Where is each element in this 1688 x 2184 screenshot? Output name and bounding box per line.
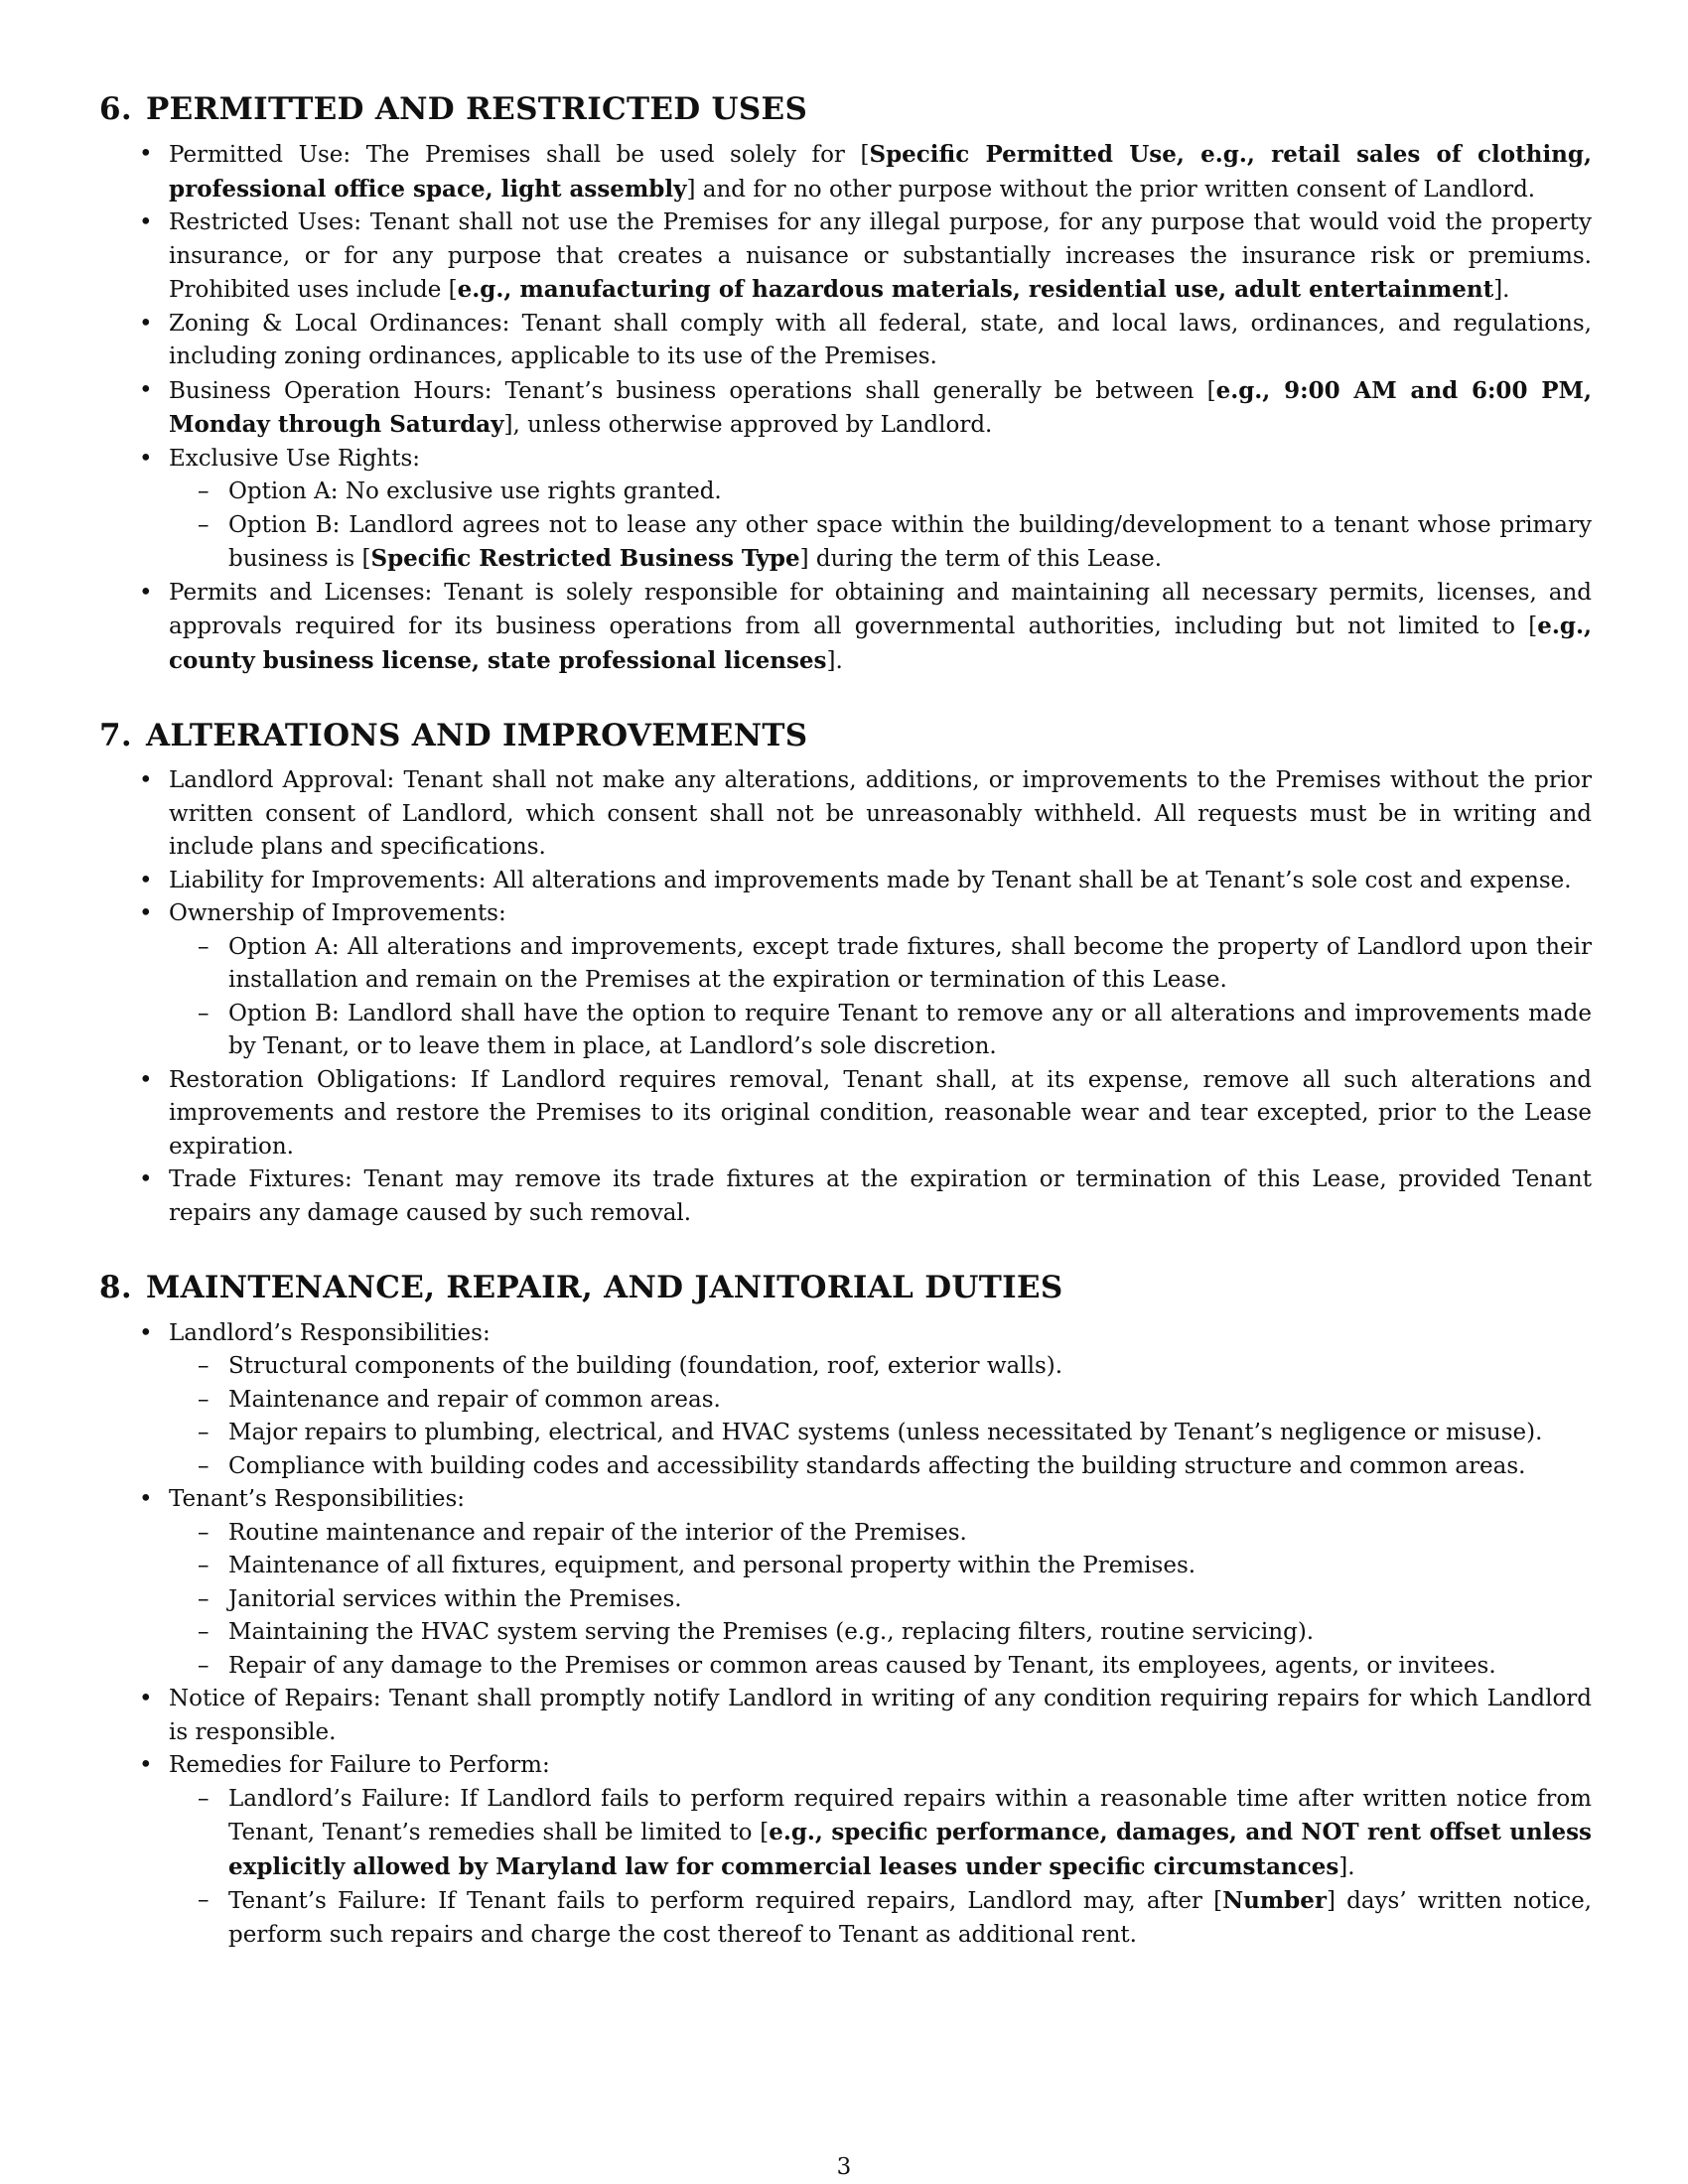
list-item: • Tenant’s Responsibilities: – Routine maintenance and repair of the interior of the Premises. – Maintenance of all fixtures, equipment, and personal property within the Premises. – Janitorial services within the Premises. – Maintaining the HVAC system serving the Premises (e.g., replacing filters, routine servicing). – Repair of any damage to the Premises or common areas caused by Tenant, its employees, agents, or invitees. [169, 1483, 1592, 1683]
bullet-icon: • [139, 767, 153, 794]
section-title: MAINTENANCE, REPAIR, AND JANITORIAL DUTIES [145, 1270, 1063, 1306]
sub-list-item: – Tenant’s Failure: If Tenant fails to perform required repairs, Landlord may, after [Number] days’ written notice, perform such repairs and charge the cost thereof to Tenant as additional rent. [228, 1884, 1592, 1952]
dash-icon: – [198, 1585, 210, 1612]
section-heading: 7. ALTERATIONS AND IMPROVEMENTS [99, 718, 808, 754]
section-title: PERMITTED AND RESTRICTED USES [145, 91, 808, 127]
dash-icon: – [198, 1652, 210, 1679]
bullet-icon: • [139, 310, 153, 337]
dash-icon: – [198, 1000, 210, 1026]
dash-icon: – [198, 511, 210, 538]
section-7 [99, 718, 1592, 1230]
bullet-list [99, 138, 1592, 678]
sub-list-item: – Option A: All alterations and improvements, except trade fixtures, shall become the property of Landlord upon their installation and remain on the Premises at the expiration or termination of this Lease. [228, 931, 1592, 998]
dash-icon: – [198, 1386, 210, 1413]
list-item: • Landlord Approval: Tenant shall not make any alterations, additions, or improvements to the Premises without the prior written consent of Landlord, which consent shall not be unreasonably withheld. All requests must be in writing and include plans and specifications. [169, 764, 1592, 865]
bullet-list [99, 1317, 1592, 1953]
section-heading: 8. MAINTENANCE, REPAIR, AND JANITORIAL DUTIES [99, 1270, 1063, 1306]
bullet-icon: • [139, 1752, 153, 1779]
sub-list-item: – Major repairs to plumbing, electrical, and HVAC systems (unless necessitated by Tenant’s negligence or misuse). [228, 1417, 1592, 1450]
bullet-icon: • [139, 445, 153, 472]
list-item: • Landlord’s Responsibilities: – Structural components of the building (foundation, roof, exterior walls). – Maintenance and repair of common areas. – Major repairs to plumbing, electrical, and HVAC systems (unless necessitated by Tenant’s negligence or misuse). – Compliance with building codes and accessibility standards affecting the building structure and common areas. [169, 1317, 1592, 1484]
document-page [99, 91, 1592, 1991]
list-item: • Ownership of Improvements: – Option A: All alterations and improvements, except trade fixtures, shall become the property of Landlord upon their installation and remain on the Premises at the expiration or termination of this Lease. – Option B: Landlord shall have the option to require Tenant to remove any or all alterations and improvements made by Tenant, or to leave them in place, at Landlord’s sole discretion. [169, 897, 1592, 1064]
sub-list-item: – Landlord’s Failure: If Landlord fails to perform required repairs within a reasonable time after written notice from Tenant, Tenant’s remedies shall be limited to [e.g., specific performance, damages, and NOT rent offset unless explicitly allowed by Maryland law for commercial leases under specific circumstances]. [228, 1783, 1592, 1885]
bullet-icon: • [139, 579, 153, 606]
section-title: ALTERATIONS AND IMPROVEMENTS [145, 718, 808, 754]
bullet-icon: • [139, 867, 153, 893]
list-item: • Notice of Repairs: Tenant shall promptly notify Landlord in writing of any condition requiring repairs for which Landlord is responsible. [169, 1683, 1592, 1749]
list-item: • Restricted Uses: Tenant shall not use the Premises for any illegal purpose, for any purpose that would void the property insurance, or for any purpose that creates a nuisance or substantially increases the insurance risk or premiums. Prohibited uses include [e.g., manufacturing of hazardous materials, residential use, adult entertainment]. [169, 206, 1592, 308]
sub-list-item: – Routine maintenance and repair of the interior of the Premises. [228, 1517, 1592, 1551]
sub-list [169, 931, 1592, 1064]
dash-icon: – [198, 478, 210, 505]
sub-list-item: – Maintenance of all fixtures, equipment, and personal property within the Premises. [228, 1550, 1592, 1583]
dash-icon: – [198, 1519, 210, 1546]
sub-list-item: – Janitorial services within the Premises. [228, 1583, 1592, 1617]
list-item: • Exclusive Use Rights: – Option A: No exclusive use rights granted. – Option B: Landlord agrees not to lease any other space within the building/development to a tenant whose primary business is [Specific Restricted Business Type] during the term of this Lease. [169, 443, 1592, 577]
list-item: • Restoration Obligations: If Landlord requires removal, Tenant shall, at its expense, remove all such alterations and improvements and restore the Premises to its original condition, reasonable wear and tear excepted, prior to the Lease expiration. [169, 1064, 1592, 1164]
list-item: • Liability for Improvements: All alterations and improvements made by Tenant shall be at Tenant’s sole cost and expense. [169, 865, 1592, 898]
bullet-icon: • [139, 1486, 153, 1513]
sub-list [169, 1517, 1592, 1684]
page-number: 3 [836, 2154, 852, 2180]
bullet-icon: • [139, 1166, 153, 1193]
sub-list-item: – Option B: Landlord agrees not to lease any other space within the building/development to a tenant whose primary business is [Specific Restricted Business Type] during the term of this Lease. [228, 509, 1592, 577]
dash-icon: – [198, 1553, 210, 1579]
bullet-icon: • [139, 376, 153, 403]
bullet-icon: • [139, 209, 153, 236]
section-heading: 6. PERMITTED AND RESTRICTED USES [99, 91, 808, 127]
bullet-icon: • [139, 900, 153, 927]
dash-icon: – [198, 1619, 210, 1646]
sub-list-item: – Repair of any damage to the Premises or common areas caused by Tenant, its employees, agents, or invitees. [228, 1650, 1592, 1684]
dash-icon: – [198, 1420, 210, 1446]
list-item: • Zoning & Local Ordinances: Tenant shall comply with all federal, state, and local laws, ordinances, and regulations, including zoning ordinances, applicable to its use of the Premises. [169, 308, 1592, 374]
bullet-icon: • [139, 1686, 153, 1712]
sub-list [169, 476, 1592, 577]
section-8 [99, 1270, 1592, 1952]
bullet-icon: • [139, 1319, 153, 1346]
sub-list-item: – Structural components of the building (foundation, roof, exterior walls). [228, 1350, 1592, 1384]
dash-icon: – [198, 1785, 210, 1812]
dash-icon: – [198, 1353, 210, 1380]
sub-list-item: – Compliance with building codes and accessibility standards affecting the building structure and common areas. [228, 1450, 1592, 1484]
bullet-list [99, 764, 1592, 1230]
sub-list [169, 1350, 1592, 1483]
list-item: • Permits and Licenses: Tenant is solely responsible for obtaining and maintaining all necessary permits, licenses, and approvals required for its business operations from all governmental authorities, including but not limited to [e.g., county business license, state professional licenses]. [169, 577, 1592, 679]
list-item: • Business Operation Hours: Tenant’s business operations shall generally be between [e.g., 9:00 AM and 6:00 PM, Monday through Saturday], unless otherwise approved by Landlord. [169, 374, 1592, 443]
dash-icon: – [198, 933, 210, 960]
dash-icon: – [198, 1452, 210, 1479]
sub-list-item: – Option B: Landlord shall have the option to require Tenant to remove any or all alterations and improvements made by Tenant, or to leave them in place, at Landlord’s sole discretion. [228, 998, 1592, 1064]
list-item: • Trade Fixtures: Tenant may remove its trade fixtures at the expiration or termination of this Lease, provided Tenant repairs any damage caused by such removal. [169, 1163, 1592, 1230]
sub-list-item: – Option A: No exclusive use rights granted. [228, 476, 1592, 509]
bullet-icon: • [139, 1066, 153, 1093]
dash-icon: – [198, 1887, 210, 1914]
sub-list-item: – Maintaining the HVAC system serving the Premises (e.g., replacing filters, routine servicing). [228, 1616, 1592, 1650]
section-6 [99, 91, 1592, 678]
sub-list-item: – Maintenance and repair of common areas. [228, 1384, 1592, 1418]
bullet-icon: • [139, 141, 153, 168]
list-item: • Permitted Use: The Premises shall be used solely for [Specific Permitted Use, e.g., retail sales of clothing, professional office space, light assembly] and for no other purpose without the prior written consent of Landlord. [169, 138, 1592, 206]
list-item: • Remedies for Failure to Perform: – Landlord’s Failure: If Landlord fails to perform required repairs within a reasonable time after written notice from Tenant, Tenant’s remedies shall be limited to [e.g., specific performance, damages, and NOT rent offset unless explicitly allowed by Maryland law for commercial leases under specific circumstances]. – Tenant’s Failure: If Tenant fails to perform required repairs, Landlord may, after [Number] days’ written notice, perform such repairs and charge the cost thereof to Tenant as additional rent. [169, 1749, 1592, 1952]
sub-list [169, 1783, 1592, 1953]
